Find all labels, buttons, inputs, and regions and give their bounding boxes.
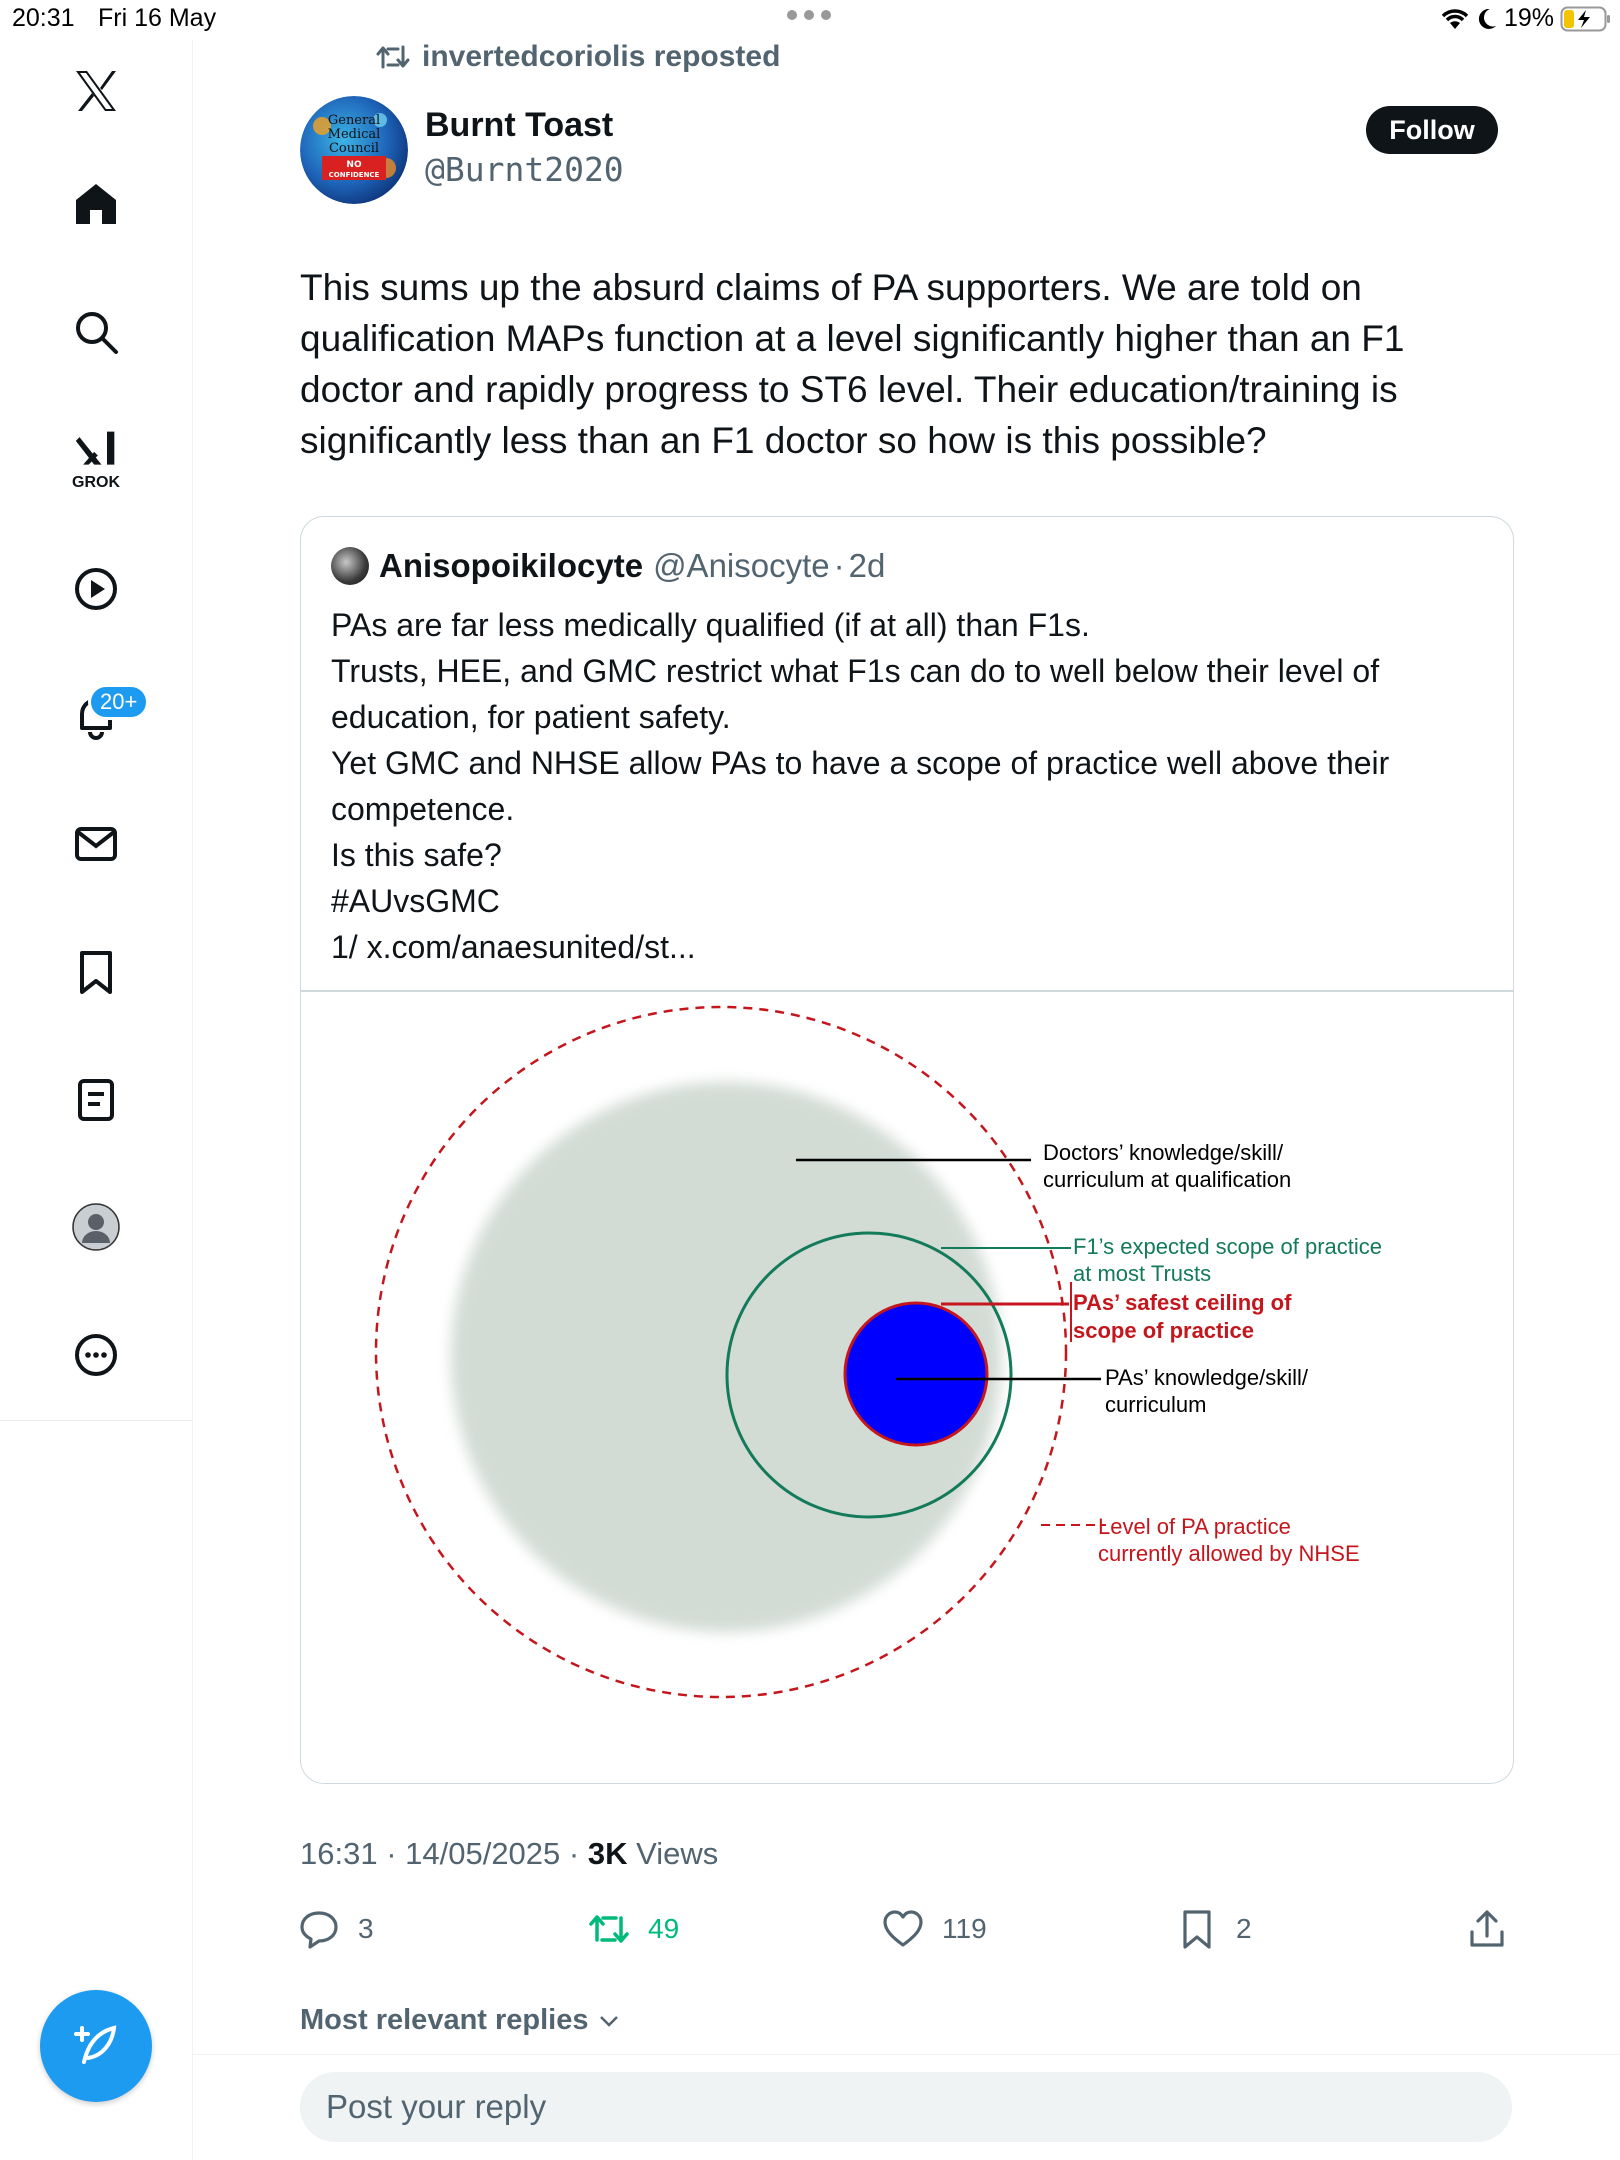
avatar-text-council: Council <box>328 141 380 156</box>
battery-charging-icon <box>1560 6 1612 32</box>
sidebar-divider <box>0 1420 192 1421</box>
repost-icon <box>588 1908 630 1950</box>
reply-count: 3 <box>358 1913 374 1944</box>
f1-label-line2: at most Trusts <box>1073 1261 1212 1286</box>
avatar-text-no: NO <box>346 160 362 170</box>
pa-knowledge-circle <box>845 1303 987 1445</box>
repost-button[interactable] <box>588 1908 679 1950</box>
doctors-label-line1: Doctors’ knowledge/skill/ <box>1043 1140 1284 1165</box>
avatar-text-general: General <box>327 113 381 128</box>
doctors-label-line2: curriculum at qualification <box>1043 1167 1292 1192</box>
views-label: Views <box>627 1836 719 1871</box>
repost-attribution[interactable] <box>376 40 780 74</box>
avatar-text-medical: Medical <box>327 127 381 142</box>
like-button[interactable] <box>882 1908 987 1950</box>
quoted-line: competence. <box>331 791 515 827</box>
reply-input[interactable] <box>324 2087 1428 2127</box>
search-icon[interactable] <box>60 296 132 368</box>
author-name[interactable]: Burnt Toast <box>425 106 614 144</box>
quoted-line: Is this safe? <box>331 837 502 873</box>
quoted-link[interactable]: 1/ x.com/anaesunited/st... <box>331 929 696 965</box>
pa-label-line1: PAs’ knowledge/skill/ <box>1105 1365 1308 1390</box>
bookmark-icon <box>1176 1908 1218 1950</box>
status-indicators <box>1440 4 1612 33</box>
battery-percent: 19% <box>1503 4 1554 32</box>
post-metadata <box>300 1836 718 1872</box>
reply-section-divider <box>192 2054 1620 2055</box>
multitasking-dots-icon[interactable] <box>785 8 833 27</box>
post-timestamp[interactable]: 16:31 · 14/05/2025 · <box>300 1836 588 1871</box>
grok-icon[interactable] <box>60 418 132 502</box>
replies-sort-label: Most relevant replies <box>300 2004 589 2036</box>
quoted-line: education, for patient safety. <box>331 699 731 735</box>
status-time: 20:31 <box>12 4 75 32</box>
quoted-separator: · <box>833 547 845 584</box>
reply-icon <box>298 1908 340 1950</box>
bookmark-count: 2 <box>1236 1913 1252 1944</box>
messages-icon[interactable] <box>60 808 132 880</box>
pa-label-line2: curriculum <box>1105 1392 1207 1417</box>
follow-button[interactable]: Follow <box>1366 106 1498 154</box>
nhse-label-line2: currently allowed by NHSE <box>1098 1541 1360 1566</box>
quoted-hashtag[interactable]: #AUvsGMC <box>331 883 500 919</box>
nhse-label-line1: Level of PA practice <box>1098 1514 1291 1539</box>
status-date: Fri 16 May <box>98 4 217 32</box>
quoted-author-name[interactable]: Anisopoikilocyte <box>379 547 644 584</box>
reply-composer[interactable] <box>300 2072 1512 2142</box>
bookmarks-icon[interactable] <box>60 936 132 1008</box>
heart-icon <box>882 1908 924 1950</box>
ceiling-label-line1: PAs’ safest ceiling of <box>1073 1290 1292 1315</box>
x-logo-icon[interactable] <box>60 55 132 127</box>
quoted-post-text <box>331 602 1481 970</box>
scope-of-practice-diagram[interactable] <box>301 992 1513 1782</box>
f1-label-line1: F1’s expected scope of practice <box>1073 1234 1382 1259</box>
grok-label: GROK <box>72 474 120 491</box>
ceiling-label-line2: scope of practice <box>1073 1318 1254 1343</box>
quoted-post-time: 2d <box>848 547 886 584</box>
bookmark-button[interactable] <box>1176 1908 1252 1950</box>
quoted-author-handle[interactable]: @Anisocyte <box>653 547 830 584</box>
reply-button[interactable] <box>298 1908 374 1950</box>
post-text: This sums up the absurd claims of PA supporters. We are told on qualification MAPs function at a level significantly higher than an F1 doctor and rapidly progress to ST6 level. Their education/training is significantly less than an F1 doctor so how is this possible? <box>300 267 1405 461</box>
repost-text: invertedcoriolis reposted <box>422 40 781 73</box>
compose-feather-icon <box>68 2018 124 2074</box>
profile-avatar-icon[interactable] <box>60 1191 132 1263</box>
avatar-text-confidence: CONFIDENCE <box>328 171 380 179</box>
chevron-down-icon <box>597 2009 621 2033</box>
compose-post-button[interactable] <box>40 1990 152 2102</box>
quoted-line: Yet GMC and NHSE allow PAs to have a scope of practice well above their <box>331 745 1390 781</box>
lists-icon[interactable] <box>60 1064 132 1136</box>
repost-icon <box>376 43 410 71</box>
quoted-author-avatar[interactable] <box>331 547 369 585</box>
home-icon[interactable] <box>60 168 132 240</box>
share-button[interactable] <box>1466 1908 1508 1950</box>
repost-count: 49 <box>648 1913 680 1944</box>
more-icon[interactable] <box>60 1319 132 1391</box>
views-count[interactable]: 3K <box>587 1836 628 1871</box>
moon-icon <box>1476 7 1498 31</box>
quoted-line: PAs are far less medically qualified (if at all) than F1s. <box>331 607 1090 643</box>
like-count: 119 <box>942 1913 987 1944</box>
quoted-post-header <box>331 547 885 585</box>
wifi-icon <box>1440 7 1470 31</box>
video-icon[interactable] <box>60 553 132 625</box>
quoted-post[interactable] <box>300 516 1514 1784</box>
author-handle[interactable]: @Burnt2020 <box>425 150 624 189</box>
share-icon <box>1466 1908 1508 1950</box>
quoted-line: Trusts, HEE, and GMC restrict what F1s can do to well below their level of <box>331 653 1380 689</box>
notifications-badge: 20+ <box>88 684 149 720</box>
replies-sort-dropdown[interactable] <box>300 2004 621 2037</box>
author-avatar[interactable] <box>300 96 408 204</box>
